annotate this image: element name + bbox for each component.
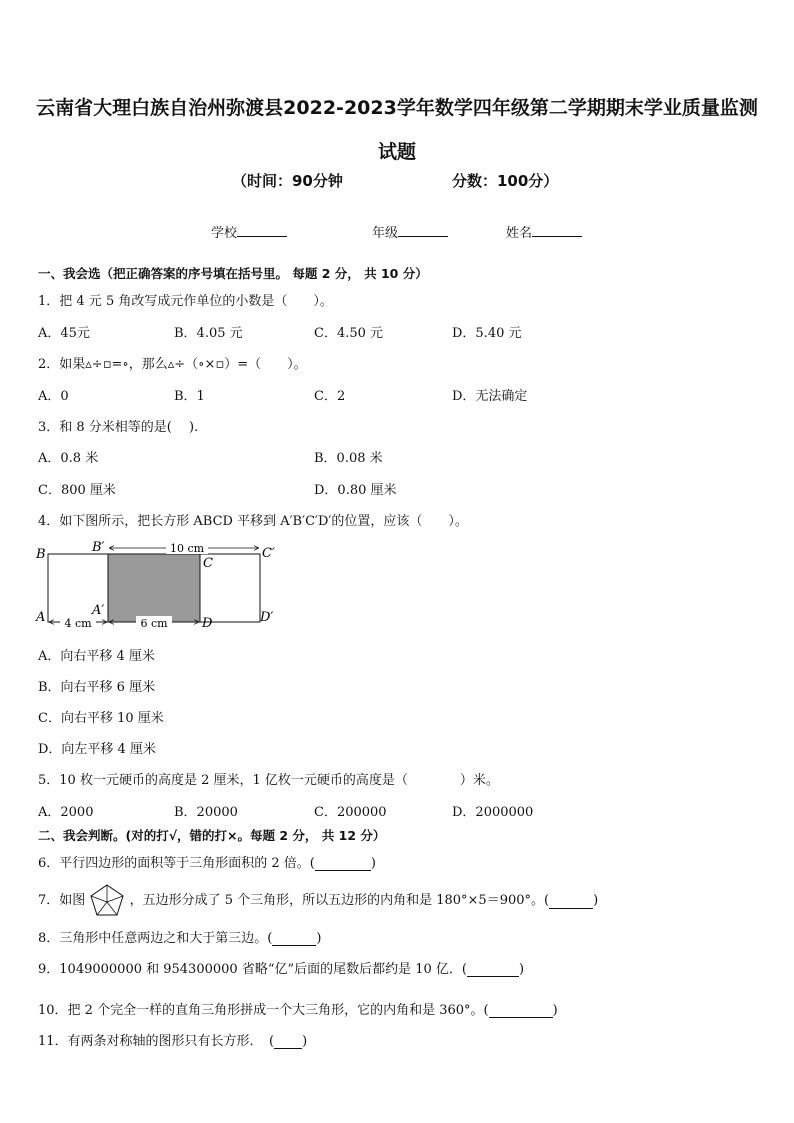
grade-blank[interactable]: [398, 222, 448, 237]
question-11: [38, 1030, 307, 1049]
q6-text: 6．平行四边形的面积等于三角形面积的 2 倍。(: [38, 856, 315, 871]
name-field[interactable]: [506, 222, 532, 241]
question-8: [38, 927, 321, 946]
q4-option-a[interactable]: A．向右平移 4 厘米: [38, 649, 155, 664]
school-field[interactable]: [211, 222, 237, 241]
shaded-overlap: [108, 554, 200, 622]
q4-option-b[interactable]: B．向右平移 6 厘米: [38, 680, 156, 695]
q8-answer-blank[interactable]: [272, 932, 316, 946]
q10-answer-blank[interactable]: [489, 1004, 553, 1018]
question-2: 2．如果▵÷▫=∘，那么▵÷（∘×▫）=（ ）。: [38, 357, 307, 372]
q8-close: ): [316, 931, 322, 946]
q7-text: ，五边形分成了 5 个三角形，所以五边形的内角和是 180°×5＝900°。(: [129, 893, 550, 908]
section-1-heading: 一、我会选（把正确答案的序号填在括号里。 每题 2 分， 共 10 分）: [38, 266, 428, 281]
q5-option-a[interactable]: A．2000: [38, 805, 94, 820]
q5-option-b[interactable]: B．20000: [174, 805, 238, 820]
q1-option-d[interactable]: D．5.40 元: [452, 326, 522, 341]
grade-label: 年级: [372, 226, 399, 241]
q11-text: 11．有两条对称轴的图形只有长方形． (: [38, 1034, 275, 1049]
exam-time: （时间：90分钟: [232, 172, 343, 190]
pentagon-icon: [89, 883, 125, 917]
school-label: 学校: [211, 226, 238, 241]
q5-option-d[interactable]: D．2000000: [452, 805, 534, 820]
q2-option-a[interactable]: A．0: [38, 389, 69, 404]
grade-field[interactable]: [372, 222, 398, 241]
q11-close: ): [302, 1034, 308, 1049]
q1-option-b[interactable]: B．4.05 元: [174, 326, 243, 341]
q3-option-c[interactable]: C．800 厘米: [38, 483, 116, 498]
q11-answer-blank[interactable]: [274, 1035, 302, 1049]
q6-close: ): [370, 856, 376, 871]
question-3: 3．和 8 分米相等的是( ).: [38, 420, 199, 435]
q1-option-c[interactable]: C．4.50 元: [314, 326, 384, 341]
question-4: 4．如下图所示，把长方形 ABCD 平移到 A′B′C′D′的位置，应该（ ）。: [38, 514, 468, 529]
q3-option-d[interactable]: D．0.80 厘米: [314, 483, 397, 498]
exam-score: 分数：100分）: [452, 172, 559, 190]
q7-answer-blank[interactable]: [549, 895, 593, 909]
q2-option-d[interactable]: D．无法确定: [452, 389, 528, 404]
label-a: A: [36, 610, 46, 625]
q9-close: ): [519, 962, 525, 977]
school-blank[interactable]: [237, 222, 287, 237]
question-5: 5．10 枚一元硬币的高度是 2 厘米，1 亿枚一元硬币的高度是（ ）米。: [38, 773, 499, 788]
question-7: [38, 889, 598, 909]
q3-option-a[interactable]: A．0.8 米: [38, 451, 99, 466]
translation-figure: [30, 538, 330, 638]
question-9: [38, 958, 524, 977]
q1-option-a[interactable]: A．45元: [38, 326, 90, 341]
paper-title: [30, 86, 764, 174]
q2-option-b[interactable]: B．1: [174, 389, 205, 404]
dim-left-label: 4 cm: [64, 617, 92, 630]
question-1: 1．把 4 元 5 角改写成元作单位的小数是（ ）。: [38, 294, 333, 309]
label-a-prime: A′: [92, 603, 105, 618]
q4-option-c[interactable]: C．向右平移 10 厘米: [38, 711, 164, 726]
dim-top-label: 10 cm: [169, 542, 205, 555]
q5-option-c[interactable]: C．200000: [314, 805, 387, 820]
q3-option-b[interactable]: B．0.08 米: [314, 451, 383, 466]
label-b: B: [36, 547, 46, 562]
paper-title-line-1: 云南省大理白族自治州弥渡县2022-2023学年数学四年级第二学期期末学业质量监测: [36, 97, 758, 119]
q6-answer-blank[interactable]: [315, 857, 371, 871]
label-c: C: [203, 556, 213, 571]
label-c-prime: C′: [262, 546, 275, 561]
q2-option-c[interactable]: C．2: [314, 389, 346, 404]
q10-text: 10．把 2 个完全一样的直角三角形拼成一个大三角形，它的内角和是 360°。(: [38, 1003, 489, 1018]
q4-option-d[interactable]: D．向左平移 4 厘米: [38, 742, 156, 757]
label-d-prime: D′: [260, 610, 274, 625]
name-label: 姓名: [506, 226, 533, 241]
section-2-heading: 二、我会判断。(对的打√，错的打×。每题 2 分， 共 12 分）: [38, 828, 386, 843]
name-blank[interactable]: [532, 222, 582, 237]
label-d: D: [202, 616, 213, 631]
q9-answer-blank[interactable]: [467, 963, 519, 977]
q7-prefix: 7．如图: [38, 893, 86, 908]
q7-close: ): [593, 893, 599, 908]
q9-text: 9．1049000000 和 954300000 省略“亿”后面的尾数后都约是 10 亿．(: [38, 962, 467, 977]
q8-text: 8．三角形中任意两边之和大于第三边。(: [38, 931, 273, 946]
dim-bottom-label: 6 cm: [140, 617, 168, 630]
label-b-prime: B′: [92, 540, 105, 555]
question-6: [38, 852, 376, 871]
q10-close: ): [552, 1003, 558, 1018]
question-10: [38, 999, 558, 1018]
paper-title-line-2: 试题: [377, 141, 416, 163]
